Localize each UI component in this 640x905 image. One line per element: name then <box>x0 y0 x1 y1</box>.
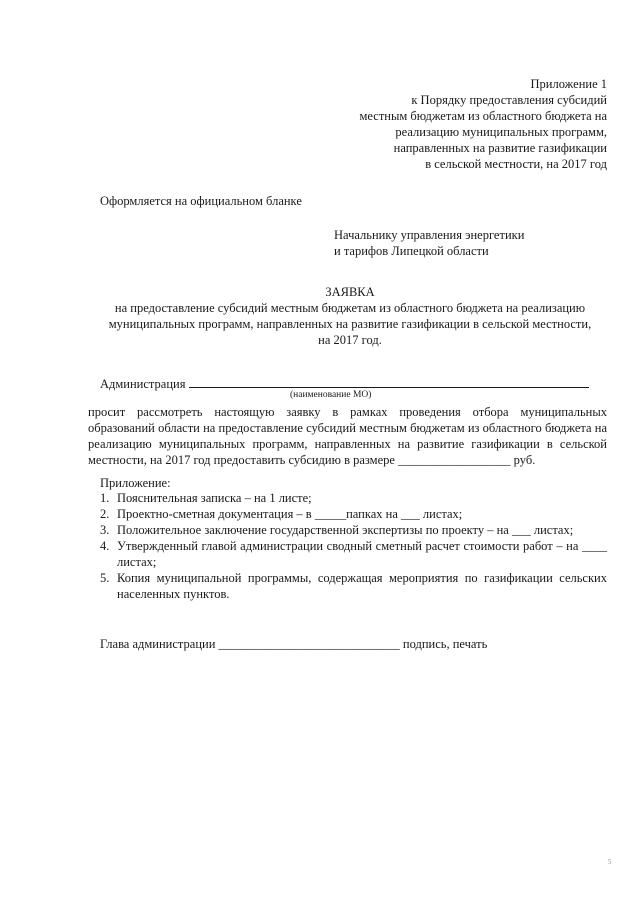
title-line-1: на предоставление субсидий местным бюджетам из областного бюджета на реализацию <box>114 301 586 315</box>
annex-line-2: к Порядку предоставления субсидий <box>411 93 607 107</box>
annex-line-3: местным бюджетам из областного бюджета на <box>359 109 607 123</box>
administration-name-blank <box>189 375 589 388</box>
annex-line-4: реализацию муниципальных программ, <box>395 125 607 139</box>
attachment-text: Проектно-сметная документация – в _____папках на ___ листах; <box>117 507 463 521</box>
annex-line-1: Приложение 1 <box>530 77 607 91</box>
title-line-2: муниципальных программ, направленных на развитие газификации в сельской местности, <box>108 317 592 331</box>
title-line-3: на 2017 год. <box>318 333 382 347</box>
official-blank-note: Оформляется на официальном бланке <box>100 194 302 208</box>
attachment-text: Пояснительная записка – на 1 листе; <box>117 491 312 505</box>
attachment-number: 4. <box>100 539 110 553</box>
signature-line: Глава администрации _____________________________ подпись, печать <box>100 637 488 651</box>
attachment-item <box>100 538 607 570</box>
administration-label: Администрация <box>100 377 186 391</box>
attachment-item <box>100 490 607 506</box>
administration-caption: (наименование МО) <box>290 390 372 400</box>
attachment-item <box>100 506 607 522</box>
attachments-list <box>100 490 607 602</box>
attachment-number: 2. <box>100 507 110 521</box>
annex-line-5: направленных на развитие газификации <box>393 141 607 155</box>
attachment-text: Положительное заключение государственной экспертизы по проекту – на ___ листах; <box>117 523 574 537</box>
attachment-item <box>100 522 607 538</box>
attachment-item <box>100 570 607 602</box>
attachment-text: Копия муниципальной программы, содержащая мероприятия по газификации сельских населенных пунктов. <box>117 571 607 601</box>
addressee-line-1: Начальнику управления энергетики <box>334 228 525 242</box>
title-heading: ЗАЯВКА <box>325 285 375 299</box>
application-title <box>60 284 640 348</box>
request-paragraph: просит рассмотреть настоящую заявку в рамках проведения отбора муниципальных образований области на предоставление субсидий местным бюджетам из областного бюджета на реализацию муниципальных программ, направленных на развитие газификации в сельской местности, на 2017 год предоставить субсидию в размере __________________ руб. <box>88 405 607 467</box>
attachment-number: 3. <box>100 523 110 537</box>
annex-line-6: в сельской местности, на 2017 год <box>425 157 607 171</box>
page-number: 5 <box>608 858 612 866</box>
attachments-title: Приложение: <box>100 476 171 490</box>
annex-header <box>360 76 608 172</box>
addressee-line-2: и тарифов Липецкой области <box>334 244 489 258</box>
attachment-text: Утвержденный главой администрации сводный сметный расчет стоимости работ – на ____ листах; <box>117 539 607 569</box>
addressee <box>334 227 524 259</box>
attachment-number: 1. <box>100 491 110 505</box>
attachment-number: 5. <box>100 571 110 585</box>
